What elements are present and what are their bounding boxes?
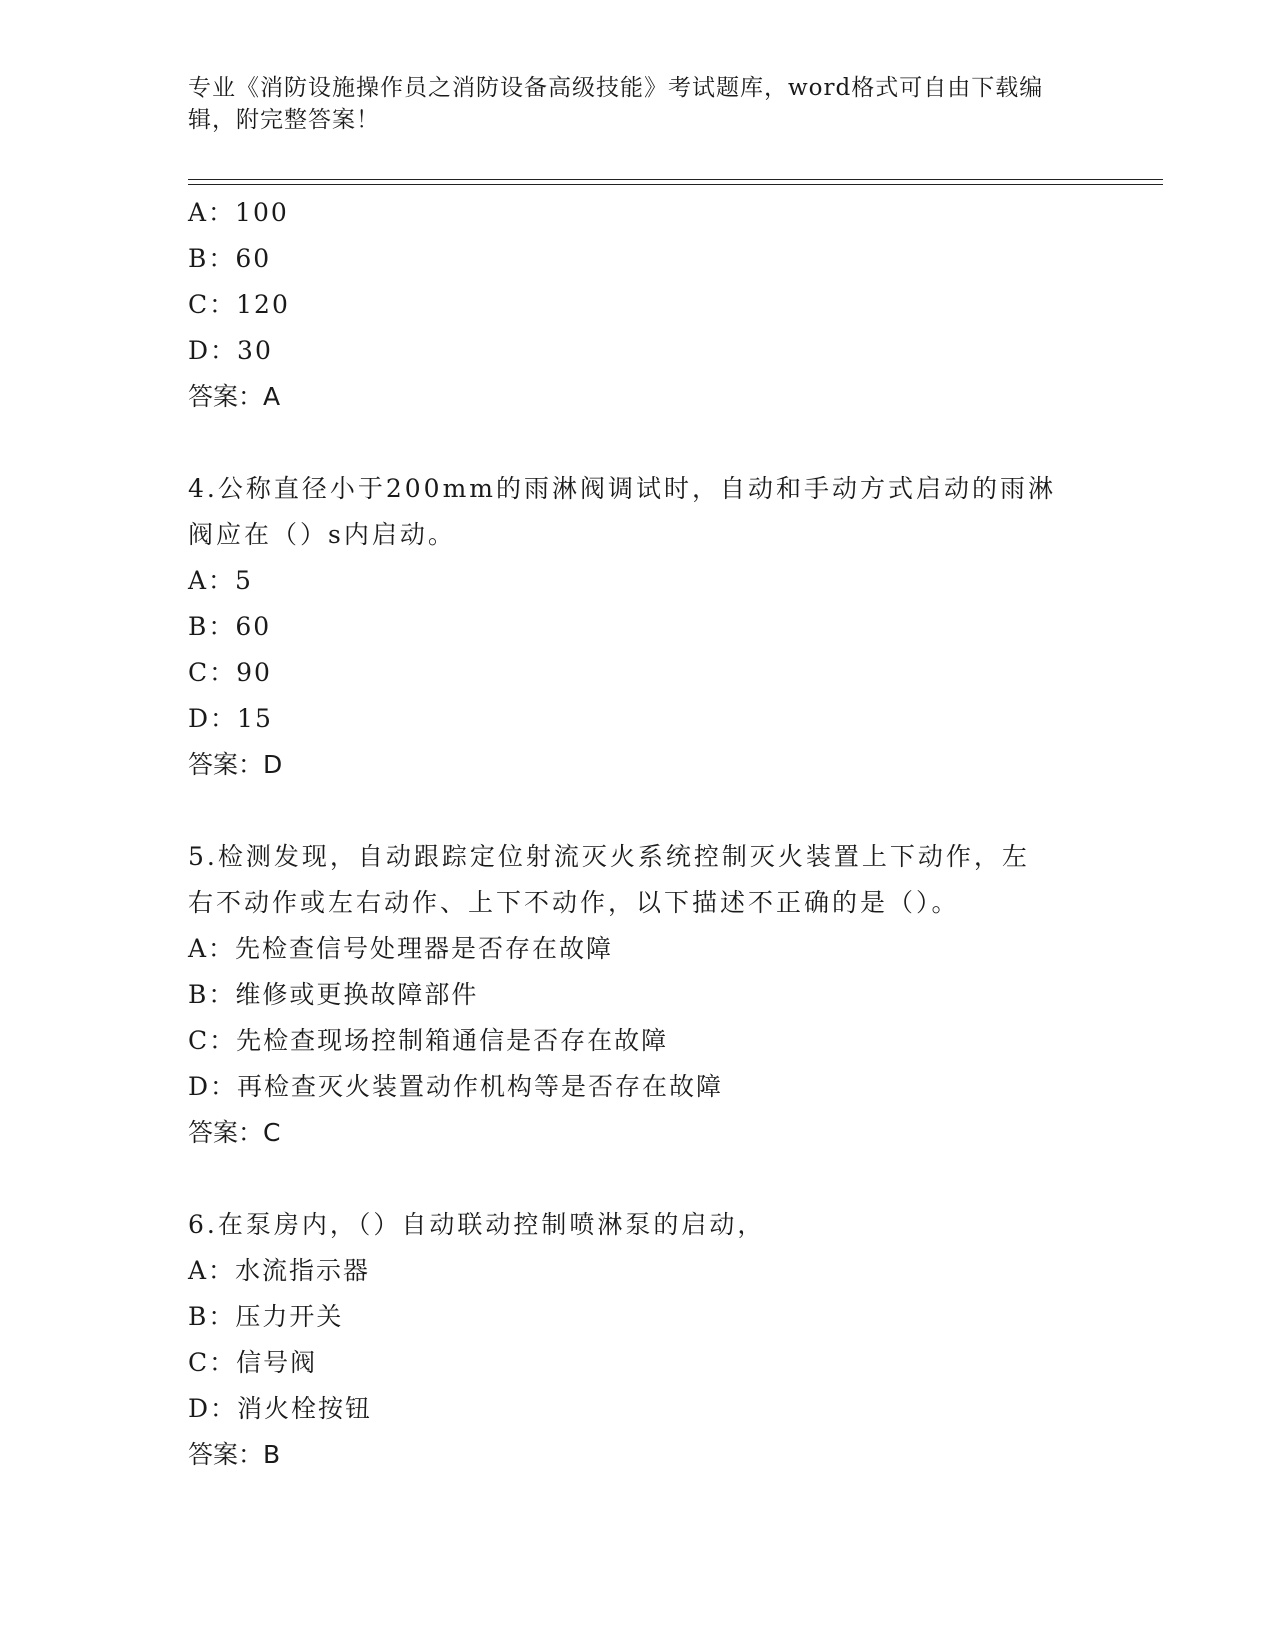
header-line-1: 专业《消防设施操作员之消防设备高级技能》考试题库，word格式可自由下载编	[188, 75, 1044, 101]
answer-line: 答案：D	[188, 750, 283, 779]
answer-line: 答案：B	[188, 1440, 281, 1469]
option-a: A：100	[188, 198, 289, 227]
option-a: A：先检查信号处理器是否存在故障	[188, 934, 614, 963]
spacer	[188, 1156, 1088, 1202]
option-d: D：再检查灭火装置动作机构等是否存在故障	[188, 1072, 724, 1101]
question-stem-line-1: 4.公称直径小于200mm的雨淋阀调试时，自动和手动方式启动的雨淋	[188, 474, 1056, 503]
header-divider-top	[188, 179, 1163, 180]
option-b: B：压力开关	[188, 1302, 344, 1331]
header-line-2: 辑，附完整答案！	[188, 107, 380, 133]
option-a: A：水流指示器	[188, 1256, 371, 1285]
option-d: D：30	[188, 336, 273, 365]
option-c: C：先检查现场控制箱通信是否存在故障	[188, 1026, 669, 1055]
option-c: C：90	[188, 658, 272, 687]
question-stem-line-2: 右不动作或左右动作、上下不动作，以下描述不正确的是（）。	[188, 888, 960, 917]
question-stem-line-1: 5.检测发现，自动跟踪定位射流灭火系统控制灭火装置上下动作，左	[188, 842, 1030, 871]
question-6	[188, 1202, 1088, 1478]
spacer	[188, 420, 1088, 466]
option-d: D：消火栓按钮	[188, 1394, 373, 1423]
answer-line: 答案：A	[188, 382, 281, 411]
document-header	[188, 72, 1088, 136]
option-d: D：15	[188, 704, 273, 733]
header-divider-bottom	[188, 184, 1163, 185]
question-stem-line-1: 6.在泵房内，（）自动联动控制喷淋泵的启动，	[188, 1210, 766, 1239]
spacer	[188, 788, 1088, 834]
question-4	[188, 466, 1088, 788]
option-a: A：5	[188, 566, 253, 595]
answer-line: 答案：C	[188, 1118, 281, 1147]
option-b: B：维修或更换故障部件	[188, 980, 479, 1009]
option-c: C：信号阀	[188, 1348, 318, 1377]
question-3-partial	[188, 190, 1088, 420]
option-b: B：60	[188, 612, 272, 641]
option-b: B：60	[188, 244, 272, 273]
question-5	[188, 834, 1088, 1156]
option-c: C：120	[188, 290, 290, 319]
question-list	[188, 190, 1088, 1478]
question-stem-line-2: 阀应在（）s内启动。	[188, 520, 456, 549]
